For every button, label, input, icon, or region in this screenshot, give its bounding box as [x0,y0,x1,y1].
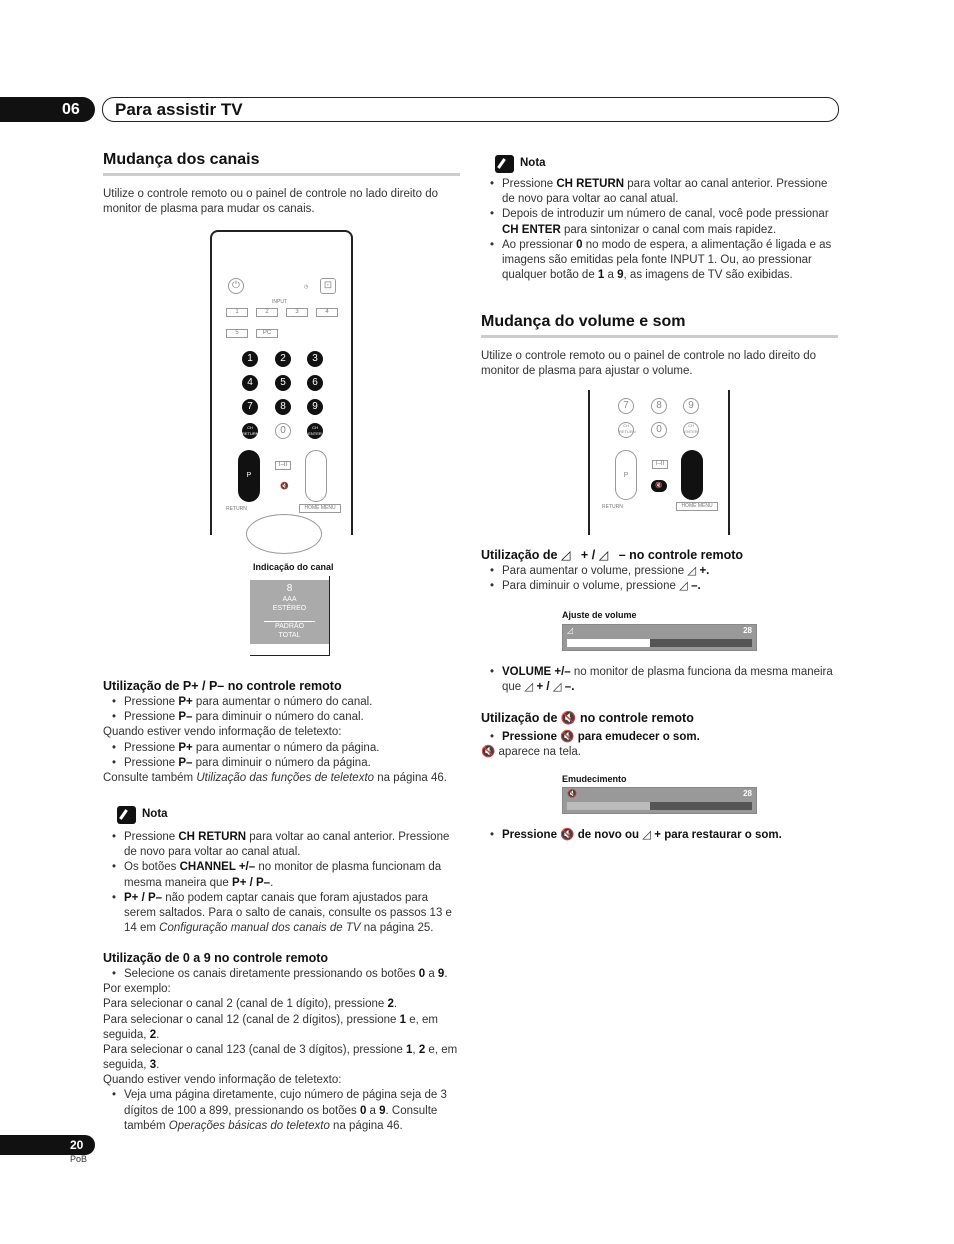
pencil-icon [495,155,514,173]
list-item: • Os botões CHANNEL +/– no monitor de plasma funcionam da mesma maneira que P+ / P–. [103,860,463,890]
input-pc: PC [256,329,278,338]
digit-5: 5 [275,375,291,391]
list-item: • Para aumentar o volume, pressione ◿ +. [481,564,839,579]
intro-channels: Utilize o controle remoto ou o painel de controle no lado direito do monitor de plasma para mudar os canais. [103,188,438,216]
example-2: Para selecionar o canal 12 (canal de 2 dígitos), pressione 1 e, em seguida, 2. [103,1013,438,1041]
mute-fill [567,802,650,810]
sub-p-content [103,695,463,786]
list-item: • Pressione P+ para aumentar o número da página. [103,741,463,756]
chapter-title: Para assistir TV [102,97,839,122]
list-item: • Pressione P+ para aumentar o número do canal. [103,695,463,710]
mute-button-icon: 🔇 [651,480,667,492]
sub-digits-content [103,967,463,1134]
dpad [246,514,322,554]
volume-value: 28 [743,626,752,635]
channel-osd [250,580,329,644]
intro-volume: Utilize o controle remoto ou o painel de controle no lado direito do monitor de plasma para ajustar o volume. [481,350,816,378]
osd-line1: AAA [282,596,297,603]
input-5: 5 [226,329,248,338]
list-item: • Depois de introduzir um número de canal, você pode pressionar CH ENTER para sintonizar o canal com mais rapidez. [481,207,839,237]
ch-return-button: CH RETURN [618,422,634,438]
input-3: 3 [286,308,308,317]
input-icon: ⊡ [320,278,336,294]
program-rocker: P [238,450,260,502]
list-item: • Pressione 🔇 para emudecer o som. [481,730,839,745]
volume-icon: ◿ [560,548,578,562]
return-label: RETURN [226,506,247,512]
mute-osd [562,787,757,814]
sub-title-volume: Utilização de ◿ + / ◿ – no controle remoto [481,548,744,562]
volume-icon: ◿ [552,681,562,694]
list-item: • Veja uma página diretamente, cujo número de página seja de 3 dígitos de 100 a 899, pressionando os botões 0 a 9. Consulte também Operações básicas do teletexto na página 46. [103,1088,463,1134]
sub-mute-restore [481,828,839,843]
input-1: 1 [226,308,248,317]
list-item: • Selecione os canais diretamente pressionando os botões 0 a 9. [103,967,463,982]
teletext-note-2: Quando estiver vendo informação de teletexto: [103,1074,342,1087]
digit-3: 3 [307,351,323,367]
mute-track [567,802,752,810]
home-menu-button: HOME MENU [299,504,341,513]
mute-icon: 🔇 [560,829,575,841]
home-menu-button: HOME MENU [676,502,718,511]
digit-8: 8 [275,399,291,415]
section-title-volume: Mudança do volume e som [481,311,838,338]
input-2: 2 [256,308,278,317]
example-3: Para selecionar o canal 123 (canal de 3 dígitos), pressione 1, 2 e, em seguida, 3. [103,1043,458,1072]
volume-rocker [681,450,703,500]
list-item: • Pressione P– para diminuir o número do canal. [103,710,463,725]
digit-9: 9 [683,398,699,414]
digit-6: 6 [307,375,323,391]
channel-caption: Indicação do canal [253,562,334,572]
list-item: • VOLUME +/– no monitor de plasma funciona da mesma maneira que ◿ + / ◿ –. [481,665,839,695]
note-content-left [103,830,463,936]
input-4: 4 [316,308,338,317]
volume-osd [562,624,757,651]
list-item: • Pressione CH RETURN para voltar ao canal anterior. Pressione de novo para voltar ao canal atual. [103,830,463,860]
volume-rocker [305,450,327,502]
sub-title-mute: Utilização de 🔇 no controle remoto [481,711,694,725]
volume-icon: ◿ [642,829,652,841]
list-item: • Para diminuir o volume, pressione ◿ –. [481,579,839,594]
volume-icon: ◿ [524,681,534,694]
osd-number: 8 [286,583,293,594]
i-ii-button: I–II [652,460,668,469]
ch-enter-button: CH ENTER [683,422,699,438]
remote-partial-illustration [588,390,730,535]
sub-volume-note [481,665,839,695]
mute-icon: 🔇 [567,789,577,798]
chapter-number: 06 [0,97,95,122]
note-content-right [481,177,839,283]
mute-icon: 🔇 [481,746,496,759]
volume-icon: ◿ [567,626,574,635]
mute-icon: 🔇 [560,711,577,725]
return-label: RETURN [602,504,623,510]
program-rocker: P [615,450,637,500]
sub-title-p: Utilização de P+ / P– no controle remoto [103,679,342,693]
power-icon: ⏻ [228,278,244,294]
sub-volume-content [481,564,839,594]
clock-icon: ◷ [304,284,309,290]
pencil-icon [117,806,136,824]
mute-value: 28 [743,789,752,798]
example-1: Para selecionar o canal 2 (canal de 1 dígito), pressione 2. [103,998,398,1011]
input-label: INPUT [272,299,287,305]
sub-title-digits: Utilização de 0 a 9 no controle remoto [103,951,329,965]
language-code: PoB [70,1154,88,1164]
sub-mute-content [481,730,839,760]
see-also: Consulte também Utilização das funções de teletexto na página 46. [103,771,447,784]
volume-icon: ◿ [687,565,697,577]
list-item: • Ao pressionar 0 no modo de espera, a alimentação é ligada e as imagens são emitidas pela fonte INPUT 1. Ou, ao pressionar qualquer botão de 1 a 9, as imagens de TV são exibidas. [481,238,839,284]
digit-4: 4 [242,375,258,391]
volume-track [567,639,752,647]
teletext-note: Quando estiver vendo informação de teletexto: [103,726,342,739]
list-item: • Pressione CH RETURN para voltar ao canal anterior. Pressione de novo para voltar ao canal atual. [481,177,839,207]
volume-icon: ◿ [679,580,688,593]
volume-fill [567,639,650,647]
ch-return-button: CH RETURN [242,423,258,439]
section-title-channels: Mudança dos canais [103,149,460,176]
digit-0: 0 [275,423,291,439]
mute-icon: 🔇 [560,731,575,743]
osd-line2: ESTÉREO [272,605,307,612]
digit-7: 7 [618,398,634,414]
osd-line3: PADRÃO [264,621,315,631]
note-header-right: Nota [495,155,546,173]
i-ii-button: I–II [275,461,291,470]
list-item: • P+ / P– não podem captar canais que foram ajustados para serem saltados. Para o salto de canais, consulte os passos 13 e 14 em Configuração manual dos canais de TV na página 25. [103,891,463,937]
volume-icon: ◿ [598,548,616,562]
list-item: • Pressione P– para diminuir o número da página. [103,756,463,771]
remote-control-illustration [210,230,353,535]
digit-1: 1 [242,351,258,367]
page-number: 20 [0,1135,95,1155]
digit-7: 7 [242,399,258,415]
mute-icon: 🔇 [280,483,289,490]
digit-2: 2 [275,351,291,367]
mute-caption: Emudecimento [562,774,627,784]
digit-9: 9 [307,399,323,415]
mute-appears-note: 🔇 aparece na tela. [481,746,581,759]
ch-enter-button: CH ENTER [307,423,323,439]
digit-0: 0 [651,422,667,438]
example-label: Por exemplo: [103,983,171,996]
osd-line4: TOTAL [278,632,301,639]
volume-caption: Ajuste de volume [562,610,637,620]
digit-8: 8 [651,398,667,414]
note-header-left: Nota [117,806,168,824]
list-item: • Pressione 🔇 de novo ou ◿ + para restaurar o som. [481,828,839,843]
